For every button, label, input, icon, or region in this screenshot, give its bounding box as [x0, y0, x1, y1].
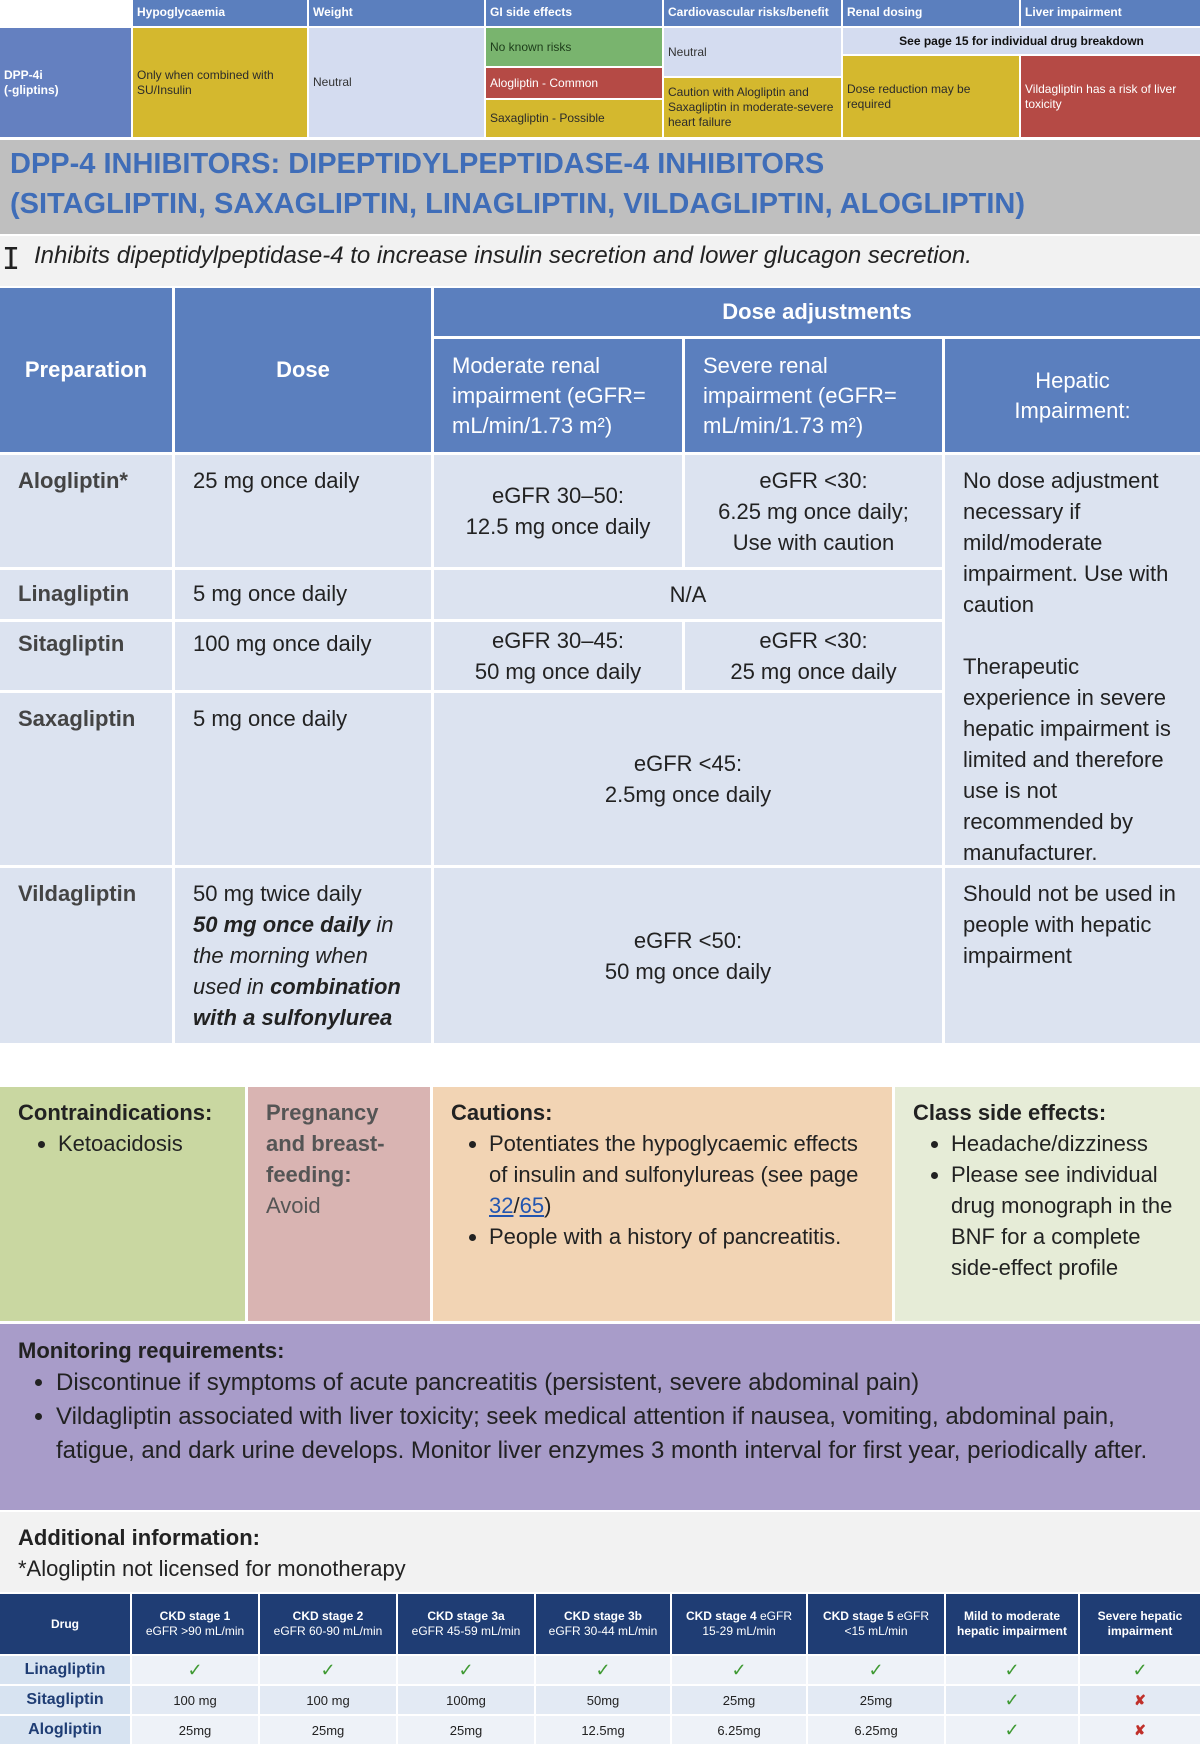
ckd-header-stage2: CKD stage 2 eGFR 60-90 mL/min	[260, 1594, 396, 1654]
ckd-dose-cell: 6.25mg	[672, 1716, 806, 1744]
row-vildagliptin-dose	[175, 868, 431, 1043]
dose-table	[0, 288, 1200, 1056]
additional-info-text: *Alogliptin not licensed for monotherapy	[18, 1556, 406, 1581]
ckd-row-drug: Alogliptin	[0, 1716, 130, 1744]
side-effect-item-1: • Headache/dizziness	[951, 1128, 1182, 1159]
monitoring-box	[0, 1324, 1200, 1510]
page-65-link[interactable]: 65	[519, 1193, 545, 1218]
summary-cardio-caution: Caution with Alogliptin and Saxagliptin in moderate-severe heart failure	[664, 78, 841, 137]
ckd-dose-cell: 25mg	[260, 1716, 396, 1744]
summary-renal: Dose reduction may be required	[843, 56, 1019, 137]
monitoring-item-1: • Discontinue if symptoms of acute pancreatitis (persistent, severe abdominal pain)	[56, 1366, 1182, 1400]
ckd-row-drug: Linagliptin	[0, 1656, 130, 1684]
caution-item-1: • Potentiates the hypoglycaemic effects of insulin and sulfonylureas (see page 32/65)	[489, 1128, 874, 1221]
dose-col-hepatic: Hepatic Impairment:	[945, 339, 1200, 452]
ckd-dose-cell: 50mg	[536, 1686, 670, 1714]
row-sitagliptin-name: Sitagliptin	[0, 622, 172, 690]
vildagliptin-dose-italic: in the morning when used in	[193, 912, 394, 999]
check-icon: ✓	[132, 1656, 258, 1684]
pregnancy-value: Avoid	[266, 1193, 321, 1218]
row-vildagliptin-name: Vildagliptin	[0, 868, 172, 1043]
cautions-title: Cautions:	[451, 1100, 553, 1125]
ckd-header-stage1: CKD stage 1 eGFR >90 mL/min	[132, 1594, 258, 1654]
summary-corner	[0, 0, 131, 27]
summary-cardio-neutral: Neutral	[664, 28, 841, 76]
page-title-line2: (SITAGLIPTIN, SAXAGLIPTIN, LINAGLIPTIN, VILDAGLIPTIN, ALOGLIPTIN)	[10, 188, 1025, 220]
summary-liver: Vildagliptin has a risk of liver toxicity	[1021, 56, 1200, 137]
summary-renal-note: See page 15 for individual drug breakdown	[843, 28, 1200, 54]
summary-gi-alogliptin: Alogliptin - Common	[486, 68, 662, 98]
row-sitagliptin-severe: eGFR <30: 25 mg once daily	[685, 622, 942, 690]
row-vildagliptin-hepatic: Should not be used in people with hepatic impairment	[945, 868, 1200, 1043]
dose-col-dose: Dose	[175, 288, 431, 452]
mechanism-line	[0, 236, 1200, 286]
row-alogliptin-severe: eGFR <30: 6.25 mg once daily; Use with caution	[685, 455, 942, 567]
ckd-header-stage3b: CKD stage 3b eGFR 30-44 mL/min	[536, 1594, 670, 1654]
row-alogliptin-moderate: eGFR 30–50: 12.5 mg once daily	[434, 455, 682, 567]
page-32-link[interactable]: 32	[489, 1193, 514, 1218]
ckd-dose-cell: 25mg	[132, 1716, 258, 1744]
ckd-header-stage3a: CKD stage 3a eGFR 45-59 mL/min	[398, 1594, 534, 1654]
contraindications-title: Contraindications:	[18, 1100, 213, 1125]
mechanism-text: Inhibits dipeptidylpeptidase-4 to increase insulin secretion and lower glucagon secretion.	[34, 242, 972, 269]
row-sitagliptin-moderate: eGFR 30–45: 50 mg once daily	[434, 622, 682, 690]
summary-weight: Neutral	[309, 28, 484, 137]
row-saxagliptin-renal: eGFR <45: 2.5mg once daily	[434, 693, 942, 865]
pregnancy-title: Pregnancy and breast-feeding:	[266, 1100, 385, 1187]
row-alogliptin-name: Alogliptin*	[0, 455, 172, 567]
text-cursor-icon: I	[2, 242, 21, 277]
dose-col-adjust: Dose adjustments	[434, 288, 1200, 336]
page-title-line1: DPP-4 INHIBITORS: DIPEPTIDYLPEPTIDASE-4 INHIBITORS	[10, 148, 825, 180]
row-saxagliptin-dose: 5 mg once daily	[175, 693, 431, 865]
summary-drug-class: DPP-4i (-gliptins)	[0, 28, 131, 137]
summary-header-weight: Weight	[309, 0, 484, 26]
monitoring-item-2: • Vildagliptin associated with liver toxicity; seek medical attention if nausea, vomiting, abdominal pain, fatigue, and dark urine develops. Monitor liver enzymes 3 month interval for first year, periodically after.	[56, 1400, 1182, 1468]
check-icon: ✓	[672, 1656, 806, 1684]
vildagliptin-dose-bold-1: 50 mg once daily	[193, 912, 371, 937]
summary-header-renal: Renal dosing	[843, 0, 1019, 26]
ckd-header-mild-hepatic: Mild to moderate hepatic impairment	[946, 1594, 1078, 1654]
summary-band	[0, 0, 1200, 138]
contraindication-item: • Ketoacidosis	[58, 1128, 227, 1159]
cautions-box	[433, 1087, 892, 1321]
contraindications-box	[0, 1087, 245, 1321]
ckd-dose-cell: 100 mg	[132, 1686, 258, 1714]
page-title	[0, 140, 1200, 234]
summary-header-gi: GI side effects	[486, 0, 662, 26]
caution-item-2: • People with a history of pancreatitis.	[489, 1221, 874, 1252]
summary-gi-none: No known risks	[486, 28, 662, 66]
check-icon: ✓	[536, 1656, 670, 1684]
summary-hypoglycaemia: Only when combined with SU/Insulin	[133, 28, 307, 137]
ckd-table	[0, 1594, 1200, 1759]
check-icon: ✓	[808, 1656, 944, 1684]
ckd-dose-cell: 100mg	[398, 1686, 534, 1714]
ckd-dose-cell: 12.5mg	[536, 1716, 670, 1744]
additional-info-title: Additional information:	[18, 1525, 260, 1550]
dose-col-severe: Severe renal impairment (eGFR= mL/min/1.73 m²)	[685, 339, 942, 452]
hepatic-shared-text-2: Therapeutic experience in severe hepatic impairment is limited and therefore use is not recommended by manufacturer.	[963, 654, 1171, 865]
row-vildagliptin-renal: eGFR <50: 50 mg once daily	[434, 868, 942, 1043]
check-icon: ✓	[946, 1656, 1078, 1684]
ckd-header-stage5: CKD stage 5 eGFR <15 mL/min	[808, 1594, 944, 1654]
row-linagliptin-renal: N/A	[434, 570, 942, 619]
vildagliptin-dose-plain: 50 mg twice daily	[193, 881, 362, 906]
dose-col-moderate: Moderate renal impairment (eGFR= mL/min/1.73 m²)	[434, 339, 682, 452]
summary-header-hypoglycaemia: Hypoglycaemia	[133, 0, 307, 26]
check-icon: ✓	[398, 1656, 534, 1684]
summary-header-liver: Liver impairment	[1021, 0, 1200, 26]
row-sitagliptin-dose: 100 mg once daily	[175, 622, 431, 690]
ckd-header-drug: Drug	[0, 1594, 130, 1654]
ckd-header-severe-hepatic: Severe hepatic impairment	[1080, 1594, 1200, 1654]
hepatic-shared-text-1: No dose adjustment necessary if mild/moderate impairment. Use with caution	[963, 468, 1169, 617]
summary-header-cardio: Cardiovascular risks/benefit	[664, 0, 841, 26]
check-icon: ✓	[1080, 1656, 1200, 1684]
row-saxagliptin-name: Saxagliptin	[0, 693, 172, 865]
ckd-header-stage4: CKD stage 4 eGFR 15-29 mL/min	[672, 1594, 806, 1654]
vildagliptin-dose-bold-2: combination with a sulfonylurea	[193, 974, 401, 1030]
ckd-dose-cell: 100 mg	[260, 1686, 396, 1714]
ckd-row-drug: Sitagliptin	[0, 1686, 130, 1714]
side-effects-box	[895, 1087, 1200, 1321]
cross-icon: ✘	[1080, 1716, 1200, 1744]
row-linagliptin-dose: 5 mg once daily	[175, 570, 431, 619]
summary-gi-saxagliptin: Saxagliptin - Possible	[486, 100, 662, 137]
ckd-dose-cell: 25mg	[672, 1686, 806, 1714]
hepatic-shared-cell	[945, 455, 1200, 865]
ckd-dose-cell: 6.25mg	[808, 1716, 944, 1744]
monitoring-title: Monitoring requirements:	[18, 1338, 285, 1363]
row-alogliptin-dose: 25 mg once daily	[175, 455, 431, 567]
check-icon: ✓	[946, 1716, 1078, 1744]
cross-icon: ✘	[1080, 1686, 1200, 1714]
pregnancy-box	[248, 1087, 430, 1321]
additional-info-box	[0, 1512, 1200, 1592]
row-linagliptin-name: Linagliptin	[0, 570, 172, 619]
side-effects-title: Class side effects:	[913, 1100, 1107, 1125]
check-icon: ✓	[946, 1686, 1078, 1714]
ckd-dose-cell: 25mg	[398, 1716, 534, 1744]
dose-col-preparation: Preparation	[0, 288, 172, 452]
ckd-dose-cell: 25mg	[808, 1686, 944, 1714]
side-effect-item-2: • Please see individual drug monograph in the BNF for a complete side-effect profile	[951, 1159, 1182, 1283]
check-icon: ✓	[260, 1656, 396, 1684]
